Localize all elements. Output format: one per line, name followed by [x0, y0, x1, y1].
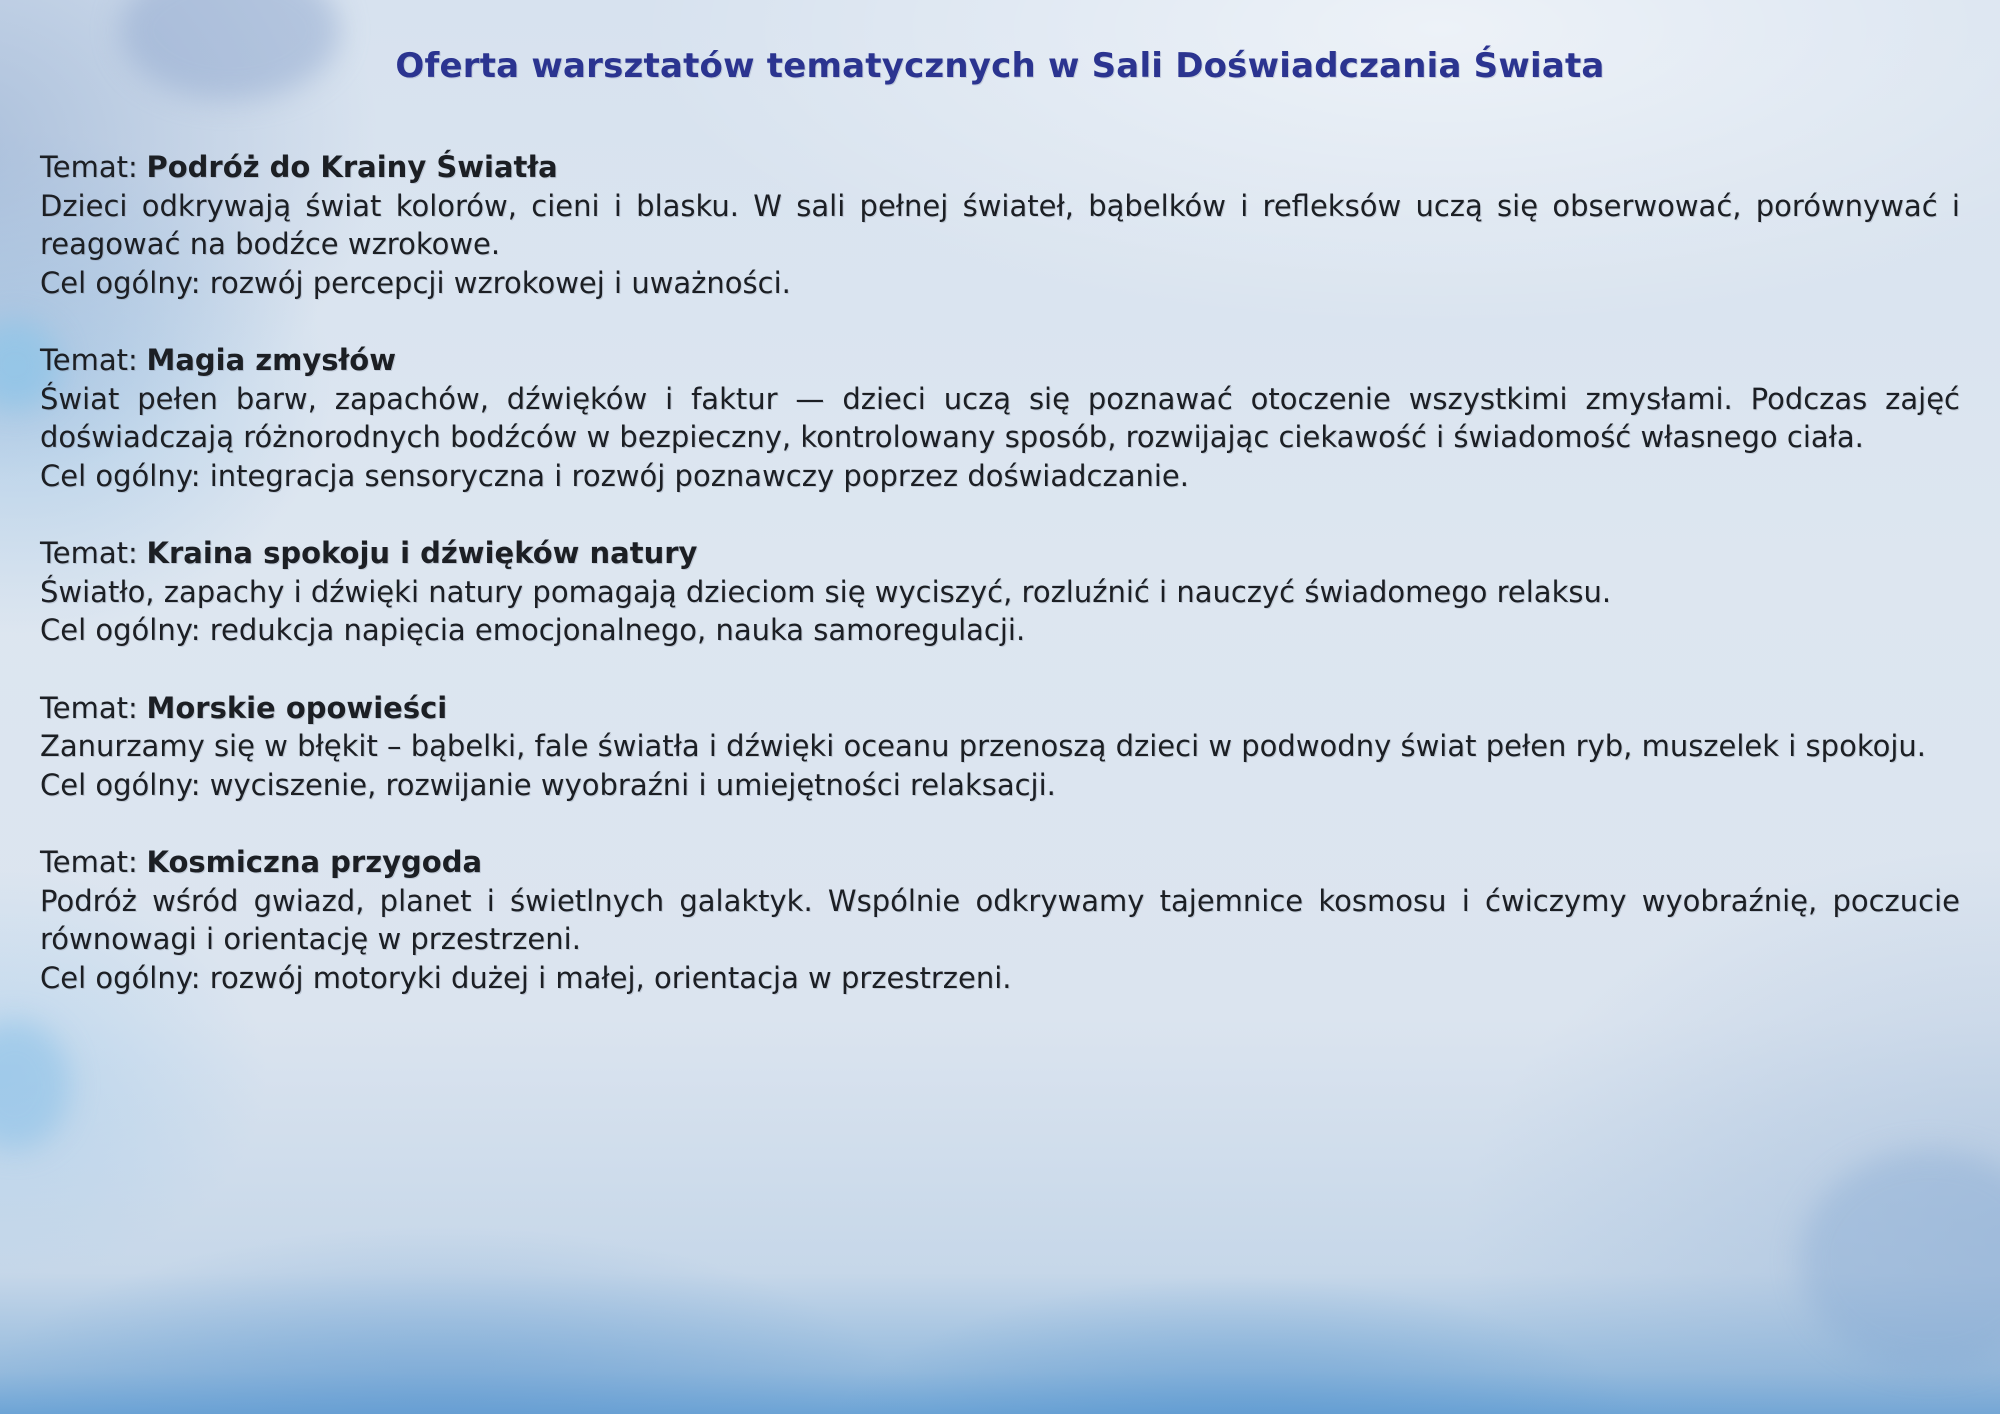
topic-label: Temat:: [40, 690, 138, 725]
topic-description: Dzieci odkrywają świat kolorów, cieni i blasku. W sali pełnej świateł, bąbelków i refleksów uczą się obserwować, porównywać i reagować na bodźce wzrokowe.: [40, 188, 1960, 261]
topic-line: [40, 843, 1960, 882]
topic-label: Temat:: [40, 343, 138, 377]
topic-line: [40, 689, 1960, 728]
topic-goal: Cel ogólny: rozwój motoryki dużej i małej, orientacja w przestrzeni.: [40, 960, 1012, 995]
workshop-section-morskie-opowiesci: [40, 689, 1960, 805]
topic-description: Światło, zapachy i dźwięki natury pomagają dzieciom się wyciszyć, rozluźnić i nauczyć świadomego relaksu.: [40, 574, 1612, 609]
topic-title: Morskie opowieści: [146, 690, 448, 725]
topic-description: Podróż wśród gwiazd, planet i świetlnych galaktyk. Wspólnie odkrywamy tajemnice kosmosu i ćwiczymy wyobraźnię, poczucie równowagi i orientację w przestrzeni.: [40, 883, 1960, 956]
topic-label: Temat:: [40, 536, 138, 570]
workshop-list: [40, 148, 1960, 997]
topic-line: [40, 534, 1960, 573]
topic-goal: Cel ogólny: redukcja napięcia emocjonalnego, nauka samoregulacji.: [40, 613, 1026, 647]
workshop-section-kosmiczna-przygoda: [40, 843, 1960, 997]
topic-label: Temat:: [40, 150, 138, 184]
topic-label: Temat:: [40, 845, 138, 879]
topic-title: Kraina spokoju i dźwięków natury: [146, 536, 698, 570]
workshop-section-podroz-do-krainy-swiatla: [40, 148, 1960, 302]
topic-title: Magia zmysłów: [146, 343, 397, 377]
topic-title: Podróż do Krainy Światła: [146, 150, 558, 184]
topic-goal: Cel ogólny: wyciszenie, rozwijanie wyobraźni i umiejętności relaksacji.: [40, 767, 1056, 802]
topic-title: Kosmiczna przygoda: [146, 845, 483, 879]
topic-goal: Cel ogólny: rozwój percepcji wzrokowej i uważności.: [40, 265, 791, 300]
workshop-section-kraina-spokoju: [40, 534, 1960, 650]
watercolor-blob: [1800, 1150, 2000, 1370]
topic-line: [40, 341, 1960, 380]
workshop-section-magia-zmyslow: [40, 341, 1960, 495]
topic-description: Świat pełen barw, zapachów, dźwięków i faktur — dzieci uczą się poznawać otoczenie wszystkimi zmysłami. Podczas zajęć doświadczają różnorodnych bodźców w bezpieczny, kontrolowany sposób, rozwijając ciekawość i świadomość własnego ciała.: [40, 381, 1960, 454]
topic-description: Zanurzamy się w błękit – bąbelki, fale światła i dźwięki oceanu przenoszą dzieci w podwodny świat pełen ryb, muszelek i spokoju.: [40, 729, 1926, 763]
watercolor-blob: [0, 1020, 70, 1150]
page-title: Oferta warsztatów tematycznych w Sali Doświadczania Świata: [395, 46, 1605, 86]
topic-goal: Cel ogólny: integracja sensoryczna i rozwój poznawczy poprzez doświadczanie.: [40, 458, 1189, 493]
topic-line: [40, 148, 1960, 187]
